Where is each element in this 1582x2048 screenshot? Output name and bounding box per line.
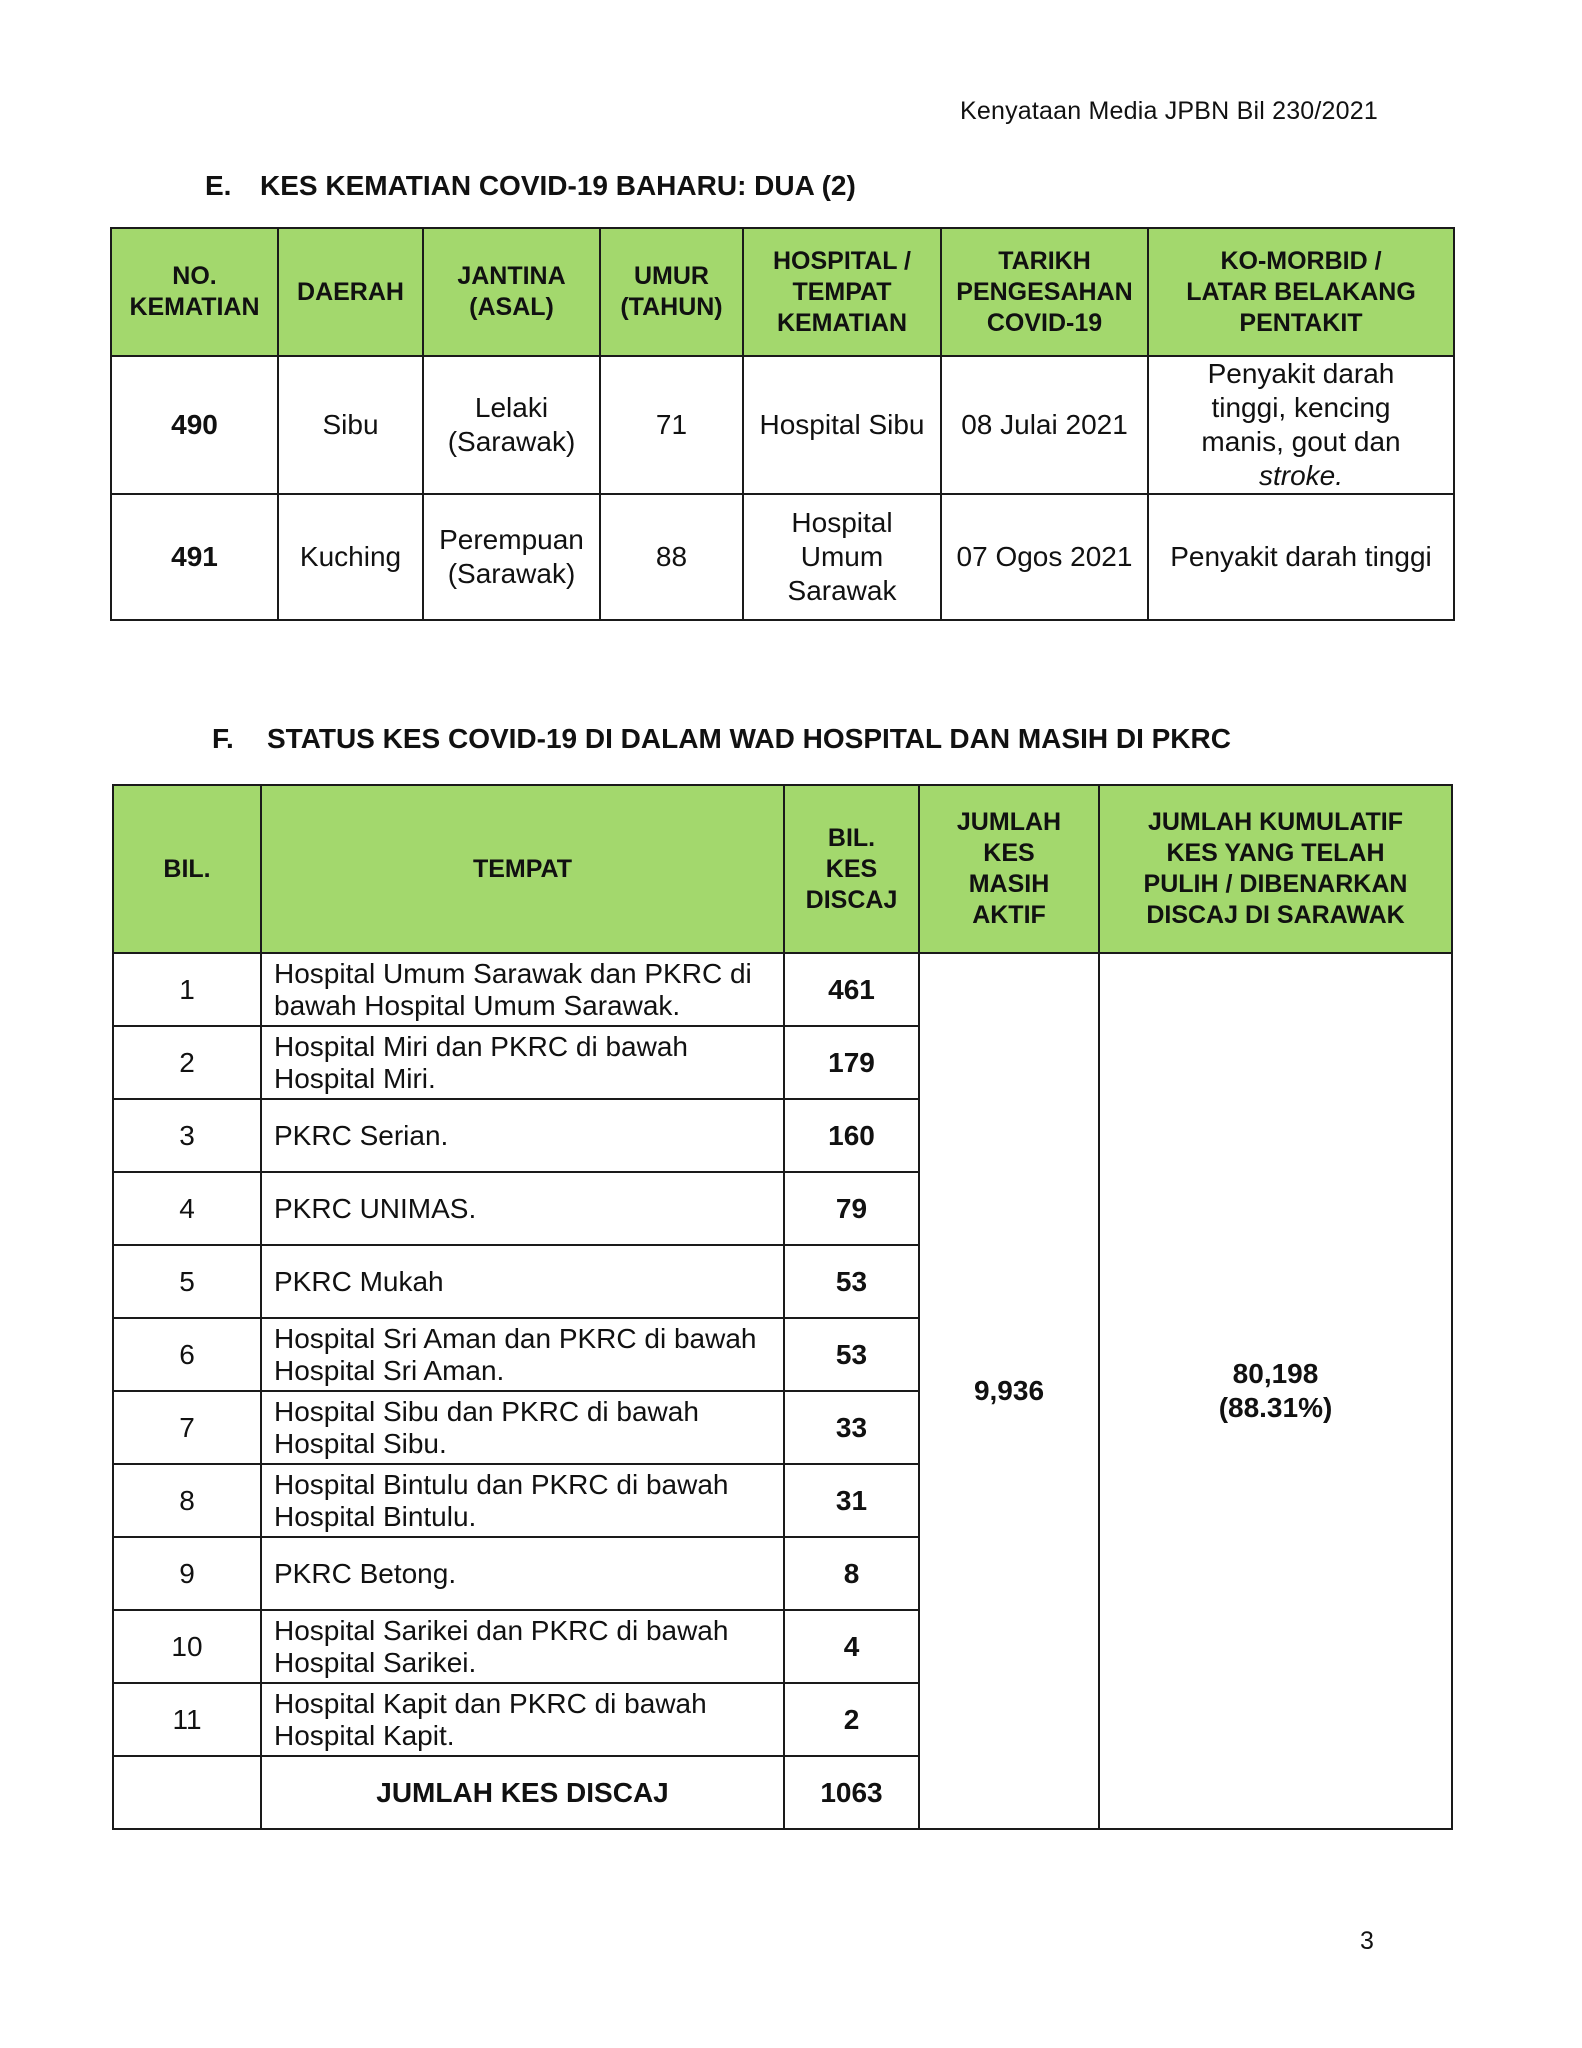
- table-row: [111, 494, 1454, 620]
- cell-line: stroke.: [1258, 460, 1344, 491]
- cell-daerah: Sibu: [278, 356, 423, 494]
- cell-line: KEMATIAN: [129, 293, 260, 321]
- cell-bil: 5: [113, 1245, 261, 1318]
- cell-no-kematian: 490: [111, 356, 278, 494]
- cell-tempat: [261, 1391, 784, 1464]
- document-reference: Kenyataan Media JPBN Bil 230/2021: [960, 97, 1378, 125]
- cell-line: Perempuan: [439, 524, 584, 555]
- cell-line: Hospital Bintulu dan PKRC di bawah: [274, 1468, 729, 1500]
- cell-line: tinggi, kencing: [1211, 392, 1391, 423]
- cell-bil: 3: [113, 1099, 261, 1172]
- cell-line: TARIKH: [998, 246, 1091, 275]
- cell-line: HOSPITAL /: [773, 246, 911, 275]
- header-daerah: [278, 228, 423, 356]
- cell-line: Umum: [800, 541, 884, 572]
- cell-tempat: [261, 1464, 784, 1537]
- page-number: 3: [1360, 1927, 1374, 1955]
- header-bil-kes-discaj: [784, 785, 919, 953]
- header-komorbid: [1148, 228, 1454, 356]
- cell-tarikh: 07 Ogos 2021: [941, 494, 1148, 620]
- cell-line: PKRC Serian.: [274, 1119, 449, 1151]
- cell-bil: 4: [113, 1172, 261, 1245]
- cell-bil: 9: [113, 1537, 261, 1610]
- cell-line: JUMLAH: [956, 808, 1062, 836]
- cell-bil-kes-discaj: 31: [784, 1464, 919, 1537]
- cell-line: TEMPAT: [792, 277, 892, 306]
- cell-tempat: [261, 1683, 784, 1756]
- cell-bil: 6: [113, 1318, 261, 1391]
- cell-line: manis, gout dan: [1201, 426, 1401, 457]
- cell-line: TEMPAT: [472, 854, 573, 883]
- cell-bil: 1: [113, 953, 261, 1026]
- header-no-kematian: [111, 228, 278, 356]
- cell-empty: [113, 1756, 261, 1829]
- cell-line: Hospital: [791, 507, 893, 538]
- cell-bil: 10: [113, 1610, 261, 1683]
- cell-line: Penyakit darah tinggi: [1170, 541, 1432, 572]
- cell-line: KES: [983, 839, 1035, 867]
- cell-line: UMUR: [634, 262, 709, 290]
- cell-line: PENTAKIT: [1239, 308, 1363, 337]
- cell-tempat: [261, 1610, 784, 1683]
- cell-tempat: [261, 1026, 784, 1099]
- cell-tarikh: 08 Julai 2021: [941, 356, 1148, 494]
- cell-line: Hospital Sibu dan PKRC di bawah: [274, 1395, 699, 1427]
- cell-umur: 88: [600, 494, 743, 620]
- section-f-heading: STATUS KES COVID-19 DI DALAM WAD HOSPITAL DAN MASIH DI PKRC: [267, 723, 1231, 754]
- cell-line: Lelaki: [474, 392, 549, 423]
- cell-bil: 11: [113, 1683, 261, 1756]
- cell-line: AKTIF: [972, 901, 1046, 929]
- cell-line: KO-MORBID /: [1220, 246, 1382, 275]
- cell-line: KES YANG TELAH: [1166, 839, 1385, 867]
- cell-bil-kes-discaj: 4: [784, 1610, 919, 1683]
- cell-line: PKRC Mukah: [274, 1265, 444, 1297]
- cell-line: Hospital Miri dan PKRC di bawah: [274, 1030, 688, 1062]
- header-bil: [113, 785, 261, 953]
- section-e-heading: KES KEMATIAN COVID-19 BAHARU: DUA (2): [260, 170, 856, 201]
- cell-line: Hospital Sibu: [759, 409, 925, 440]
- cell-line: (Sarawak): [447, 558, 576, 589]
- cell-line: Hospital Sri Aman.: [274, 1354, 505, 1386]
- cell-tempat: [261, 1318, 784, 1391]
- cell-komorbid: [1148, 494, 1454, 620]
- cell-bil-kes-discaj: 2: [784, 1683, 919, 1756]
- death-cases-table: [110, 227, 1455, 621]
- header-jumlah-kes-aktif: [919, 785, 1099, 953]
- header-jantina: [423, 228, 600, 356]
- cell-line: Penyakit darah: [1207, 358, 1395, 389]
- cell-line: Hospital Sibu.: [274, 1427, 447, 1459]
- section-f-letter: F.: [212, 723, 234, 754]
- cell-line: BIL.: [163, 854, 211, 883]
- cell-umur: 71: [600, 356, 743, 494]
- cell-line: Hospital Umum Sarawak dan PKRC di: [274, 957, 752, 989]
- cell-bil-kes-discaj: 33: [784, 1391, 919, 1464]
- header-hospital: [743, 228, 941, 356]
- cell-hospital: [743, 356, 941, 494]
- cell-line: LATAR BELAKANG: [1186, 277, 1416, 306]
- cell-line: (TAHUN): [620, 293, 723, 321]
- cell-line: PKRC Betong.: [274, 1557, 457, 1589]
- cell-line: KES: [825, 854, 878, 883]
- cell-bil: 7: [113, 1391, 261, 1464]
- total-label: JUMLAH KES DISCAJ: [261, 1756, 784, 1829]
- cell-tempat: [261, 1245, 784, 1318]
- cell-bil: 8: [113, 1464, 261, 1537]
- kumulatif-percent: (88.31%): [1218, 1392, 1333, 1423]
- cell-jumlah-kumulatif: [1099, 953, 1452, 1829]
- cell-jantina: [423, 494, 600, 620]
- cell-line: (Sarawak): [447, 426, 576, 457]
- cell-line: (ASAL): [469, 293, 554, 321]
- cell-tempat: [261, 1172, 784, 1245]
- cell-line: DISCAJ: [805, 885, 898, 914]
- table-row: [111, 356, 1454, 494]
- cell-tempat: [261, 953, 784, 1026]
- cell-line: COVID-19: [986, 308, 1103, 337]
- cell-line: JUMLAH KUMULATIF: [1147, 808, 1404, 836]
- cell-line: NO.: [172, 262, 217, 290]
- cell-line: Hospital Sarikei dan PKRC di bawah: [274, 1614, 729, 1646]
- cell-line: Hospital Bintulu.: [274, 1500, 477, 1532]
- cell-line: DISCAJ DI SARAWAK: [1146, 901, 1405, 929]
- total-value: 1063: [784, 1756, 919, 1829]
- cell-tempat: [261, 1099, 784, 1172]
- cell-komorbid: [1148, 356, 1454, 494]
- cell-line: PKRC UNIMAS.: [274, 1192, 477, 1224]
- section-f-title: [212, 723, 1231, 755]
- cell-bil-kes-discaj: 8: [784, 1537, 919, 1610]
- header-tempat: [261, 785, 784, 953]
- cell-line: BIL.: [827, 823, 876, 852]
- cell-line: JANTINA: [457, 262, 566, 290]
- cell-tempat: [261, 1537, 784, 1610]
- cell-line: PENGESAHAN: [956, 277, 1133, 306]
- cell-line: Hospital Kapit dan PKRC di bawah: [274, 1687, 707, 1719]
- cell-hospital: [743, 494, 941, 620]
- cell-line: Sarawak: [787, 575, 897, 606]
- section-e-title: [205, 170, 856, 202]
- cell-no-kematian: 491: [111, 494, 278, 620]
- cell-line: Hospital Kapit.: [274, 1719, 455, 1751]
- cell-line: Hospital Sarikei.: [274, 1646, 477, 1678]
- cell-line: KEMATIAN: [776, 308, 908, 337]
- header-umur: [600, 228, 743, 356]
- table-row: [113, 953, 1452, 1026]
- cell-bil-kes-discaj: 79: [784, 1172, 919, 1245]
- section-e-letter: E.: [205, 170, 232, 201]
- cell-bil-kes-discaj: 179: [784, 1026, 919, 1099]
- cell-bil-kes-discaj: 53: [784, 1318, 919, 1391]
- cell-line: Hospital Miri.: [274, 1062, 436, 1094]
- cell-line: MASIH: [968, 870, 1050, 898]
- cell-line: Hospital Sri Aman dan PKRC di bawah: [274, 1322, 757, 1354]
- cell-jantina: [423, 356, 600, 494]
- cell-bil-kes-discaj: 53: [784, 1245, 919, 1318]
- hospital-status-table: [112, 784, 1453, 1830]
- kumulatif-value: 80,198: [1232, 1358, 1319, 1389]
- cell-line: DAERAH: [297, 277, 404, 306]
- cell-daerah: Kuching: [278, 494, 423, 620]
- cell-line: bawah Hospital Umum Sarawak.: [274, 989, 681, 1021]
- cell-bil-kes-discaj: 160: [784, 1099, 919, 1172]
- header-tarikh: [941, 228, 1148, 356]
- cell-bil-kes-discaj: 461: [784, 953, 919, 1026]
- header-jumlah-kumulatif: [1099, 785, 1452, 953]
- cell-jumlah-kes-aktif: 9,936: [919, 953, 1099, 1829]
- cell-line: PULIH / DIBENARKAN: [1143, 870, 1408, 898]
- cell-bil: 2: [113, 1026, 261, 1099]
